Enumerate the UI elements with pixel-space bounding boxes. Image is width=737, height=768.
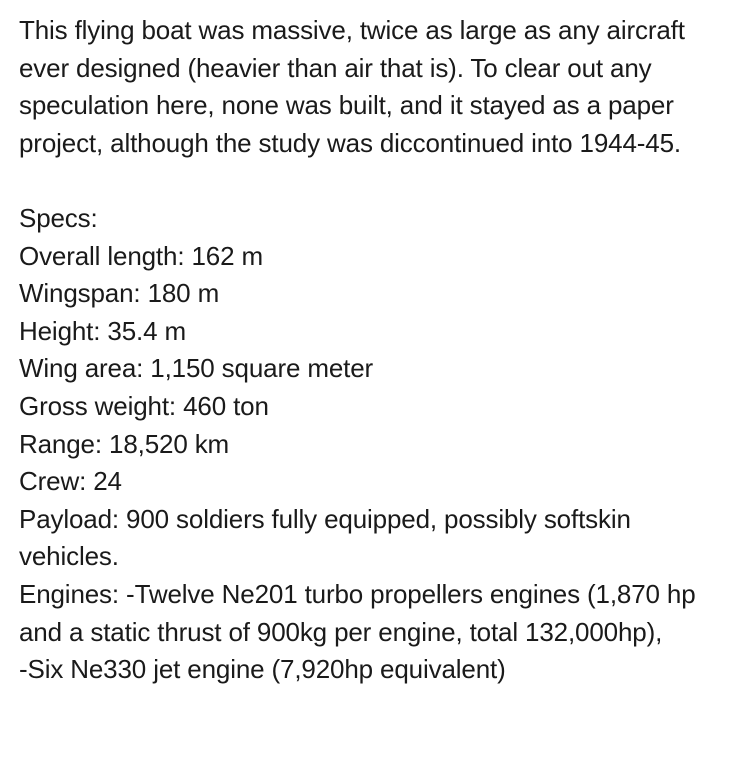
spec-overall-length: Overall length: 162 m <box>19 240 263 271</box>
spec-crew: Crew: 24 <box>19 466 122 497</box>
spec-wingspan: Wingspan: 180 m <box>19 278 220 309</box>
spec-height: Height: 35.4 m <box>19 315 186 346</box>
intro-paragraph: This flying boat was massive, twice as large as any aircraft ever designed (heavier than air that is). To clear out any speculation here, none was built, and it stayed as a paper project, although the study was diccontinued into 1944-45. <box>19 15 685 158</box>
paragraph-gap <box>19 162 731 200</box>
spec-payload: Payload: 900 soldiers fully equipped, possibly softskin vehicles. <box>19 503 631 572</box>
specs-heading: Specs: <box>19 202 98 233</box>
spec-jet-engines: -Six Ne330 jet engine (7,920hp equivalent) <box>19 654 506 685</box>
post-text-body <box>19 12 731 689</box>
spec-wing-area: Wing area: 1,150 square meter <box>19 353 374 384</box>
spec-range: Range: 18,520 km <box>19 428 230 459</box>
spec-gross-weight: Gross weight: 460 ton <box>19 390 269 421</box>
spec-engines: Engines: -Twelve Ne201 turbo propellers engines (1,870 hp and a static thrust of 900kg per engine, total 132,000hp), <box>19 578 696 647</box>
